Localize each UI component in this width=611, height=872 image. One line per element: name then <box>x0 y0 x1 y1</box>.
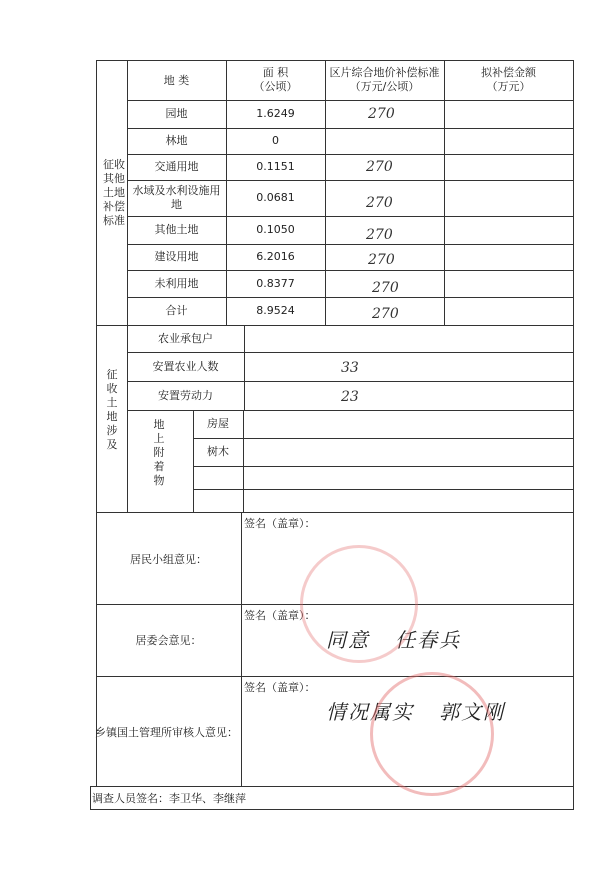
header-amount <box>444 66 573 94</box>
land-name-1: 林地 <box>165 134 188 147</box>
header-land-type: 地 类 <box>163 74 190 87</box>
house-label: 房屋 <box>207 417 229 430</box>
trees-label: 树木 <box>207 445 229 458</box>
opinion-sign-label-1: 签名（盖章）： <box>244 609 316 622</box>
opinion-handwriting-1: 同意 任春兵 <box>326 628 462 652</box>
header-area-unit: （公顷） <box>253 80 298 93</box>
opinion-label-0: 居民小组意见： <box>130 553 207 566</box>
land-standard-2: 270 <box>366 159 393 175</box>
land-area-2: 0.1151 <box>256 160 295 173</box>
resettle-labor-label: 安置劳动力 <box>158 389 213 402</box>
land-area-3: 0.0681 <box>256 191 295 204</box>
opinion-handwriting-2: 情况属实 郭文刚 <box>326 700 506 724</box>
seal-stamp <box>300 545 418 663</box>
attachments-label: 地上附着物 <box>153 418 165 487</box>
header-area-label: 面 积 <box>262 66 289 79</box>
surveyors: 调查人员签名：李卫华、李继萍 <box>92 792 246 805</box>
land-standard-5: 270 <box>368 252 395 268</box>
opinion-sign-label-0: 签名（盖章）： <box>244 517 316 530</box>
opinion-sign-label-2: 签名（盖章）： <box>244 681 316 694</box>
seal-stamp <box>370 672 494 796</box>
land-area-7: 8.9524 <box>256 304 295 317</box>
opinion-label-1: 居委会意见： <box>135 634 202 647</box>
resettle-people-label: 安置农业人数 <box>152 360 219 373</box>
land-name-0: 园地 <box>165 107 188 120</box>
land-name-4: 其他土地 <box>154 223 199 236</box>
land-standard-6: 270 <box>372 280 399 296</box>
land-name-2: 交通用地 <box>154 160 199 173</box>
land-name-5: 建设用地 <box>154 250 199 263</box>
land-standard-4: 270 <box>366 227 393 243</box>
land-name-7: 合计 <box>165 304 188 317</box>
header-standard <box>325 66 444 94</box>
section1-label: 征收其他土地补偿标准 <box>103 158 125 227</box>
resettle-labor-value: 23 <box>341 389 359 405</box>
header-area <box>226 66 325 94</box>
header-amount-unit: （万元） <box>486 80 531 93</box>
land-area-5: 6.2016 <box>256 250 295 263</box>
land-area-1: 0 <box>272 134 279 147</box>
contract-households-label: 农业承包户 <box>158 332 213 345</box>
land-name-6: 未利用地 <box>154 277 199 290</box>
section2-label: 征收土地涉及 <box>106 368 118 451</box>
land-area-0: 1.6249 <box>256 107 295 120</box>
header-standard-unit: （万元/公顷） <box>349 80 420 93</box>
resettle-people-value: 33 <box>341 360 359 376</box>
land-area-4: 0.1050 <box>256 223 295 236</box>
opinion-label-2: 乡镇国土管理所审核人意见： <box>95 726 238 739</box>
header-amount-label: 拟补偿金额 <box>481 66 536 79</box>
land-name-3: 水域及水利设施用地 <box>132 184 221 211</box>
land-standard-0: 270 <box>368 106 395 122</box>
land-area-6: 0.8377 <box>256 277 295 290</box>
land-standard-7: 270 <box>372 306 399 322</box>
header-standard-label: 区片综合地价补偿标准 <box>329 66 440 79</box>
land-standard-3: 270 <box>366 195 393 211</box>
